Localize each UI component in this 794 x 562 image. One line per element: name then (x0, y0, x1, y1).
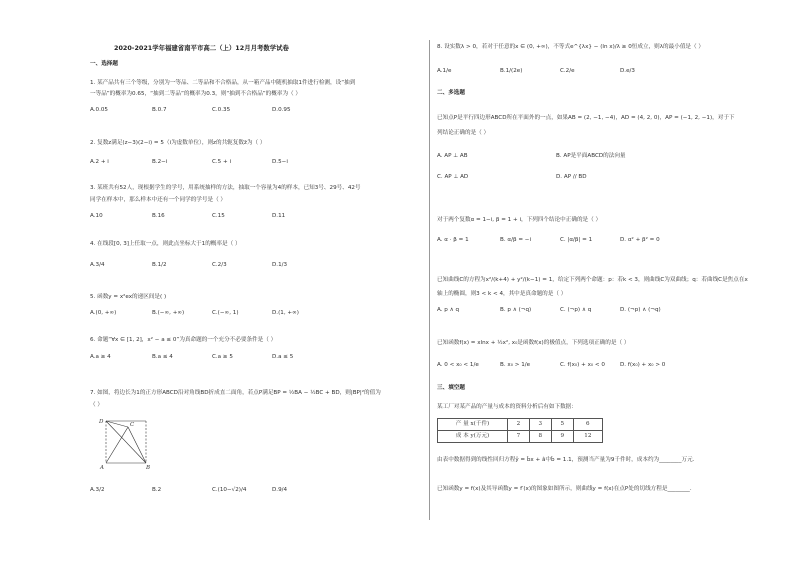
q10-option-d[interactable]: D. α² + β² = 0 (620, 237, 660, 243)
q12-option-c[interactable]: C. f(x₀) + x₀ < 0 (560, 362, 605, 368)
q8-option-d[interactable]: D.e/3 (620, 68, 635, 74)
q6-option-d[interactable]: D.a ≤ 5 (272, 354, 294, 360)
q9-option-a[interactable]: A. AP ⊥ AB (437, 153, 468, 159)
q10-option-c[interactable]: C. |α/β| = 1 (560, 237, 593, 243)
q9-option-d[interactable]: D. AP // BD (556, 174, 587, 180)
figure-label-c: C (130, 422, 135, 428)
figure-edge-c-b2 (128, 427, 146, 463)
q7-option-d[interactable]: D.9/4 (272, 487, 288, 493)
figure-label-d: D (99, 419, 104, 425)
q2-line1: 2. 复数z满足(z−3)(2−i) = 5（i为虚数单位），则z的共轭复数z̄为（ ） (90, 140, 266, 146)
q10-option-b[interactable]: B. α/β = −i (500, 237, 532, 243)
q3-line2: 同学在样本中，那么样本中还有一个同学的学号是（ ） (90, 197, 227, 203)
q3-option-c[interactable]: C.15 (212, 213, 225, 219)
figure-edge-d-c2 (106, 421, 128, 427)
q11-option-b[interactable]: B. p ∧ (¬q) (500, 307, 532, 313)
table-cell: 2 (508, 419, 530, 431)
q9-line1: 已知点P是平行四边形ABCD所在平面外的一点，如果AB = (2, −1, −4)，AD = (4, 2, 0)，AP = (−1, 2, −1)，对于下 (437, 115, 735, 121)
q13-line2: 由表中数据得到的线性回归方程ŷ = b̂x + â中b̂ = 1.1，预测当产量为9千件时，成本约为________万元. (437, 457, 695, 463)
table-cell: 12 (573, 431, 602, 443)
q7-figure (96, 413, 156, 471)
q13-line1: 某工厂对某产品的产量与成本的资料分析后有如下数据： (437, 404, 577, 410)
q7-option-a[interactable]: A.3/2 (90, 487, 105, 493)
q1-line1: 1. 某产品共有三个等级，分别为一等品、二等品和不合格品，从一箱产品中随机抽取1件进行检测，设“抽到 (90, 80, 356, 86)
q12-line1: 已知函数f(x) = xlnx + ½x², x₀是函数f(x)的极值点，下列选项正确的是（ ） (437, 340, 630, 346)
table-cell: 3 (529, 419, 551, 431)
q8-option-a[interactable]: A.1/e (437, 68, 452, 74)
q9-option-b[interactable]: B. AP是平面ABCD的法向量 (556, 153, 626, 159)
q4-option-a[interactable]: A.3/4 (90, 262, 105, 268)
table-cell: 9 (551, 431, 573, 443)
q1-option-a[interactable]: A.0.05 (90, 107, 108, 113)
q2-option-d[interactable]: D.5−i (272, 159, 288, 165)
table-cell: 6 (573, 419, 602, 431)
figure-label-a: A (100, 465, 104, 471)
q4-option-d[interactable]: D.1/3 (272, 262, 288, 268)
figure-edge-db (106, 421, 146, 463)
q3-option-b[interactable]: B.16 (152, 213, 165, 219)
q11-option-c[interactable]: C. (¬p) ∧ q (560, 307, 592, 313)
q2-option-a[interactable]: A.2 + i (90, 159, 109, 165)
table-cell: 7 (508, 431, 530, 443)
table-row (438, 419, 603, 431)
q7-option-b[interactable]: B.2 (152, 487, 162, 493)
q3-option-d[interactable]: D.11 (272, 213, 286, 219)
q4-option-c[interactable]: C.2/3 (212, 262, 227, 268)
q5-option-b[interactable]: B.(−∞, +∞) (152, 310, 185, 316)
q1-line2: 一等品”的概率为0.65，“抽到二等品”的概率为0.3，则“抽到不合格品”的概率为（ ） (90, 91, 302, 97)
table-row (438, 431, 603, 443)
page-title: 2020-2021学年福建省南平市高二（上）12月月考数学试卷 (114, 44, 289, 52)
q12-option-a[interactable]: A. 0 < x₀ < 1/e (437, 362, 479, 368)
q1-option-c[interactable]: C.0.35 (212, 107, 231, 113)
q5-option-a[interactable]: A.(0, +∞) (90, 310, 117, 316)
q4-line1: 4. 在线段[0, 3]上任取一点，则此点坐标大于1的概率是（ ） (90, 241, 241, 247)
section-fill-in: 三、填空题 (437, 385, 465, 391)
table-cell: 8 (529, 431, 551, 443)
table-cell: 5 (551, 419, 573, 431)
q6-option-a[interactable]: A.a ≥ 4 (90, 354, 111, 360)
q7-line2: （ ） (90, 402, 103, 408)
q7-line1: 7. 如图，将边长为1的正方形ABCD沿对角线BD折成直二面角，若点P满足BP = ½BA − ½BC + BD，则|BP|²的值为 (90, 390, 381, 396)
q1-option-b[interactable]: B.0.7 (152, 107, 167, 113)
q6-line1: 6. 命题“∀x ∈ [1, 2]，x² − a ≤ 0”为真命题的一个充分不必要条件是（ ） (90, 337, 277, 343)
q11-option-d[interactable]: D. (¬p) ∧ (¬q) (620, 307, 661, 313)
q8-line1: 8. 设实数λ > 0，若对于任意的x ∈ (0, +∞)，不等式e^{λx} − (ln x)/λ ≥ 0恒成立，则λ的最小值是（ ） (437, 44, 704, 50)
column-divider (429, 40, 430, 520)
section-multiple-choice: 一、选择题 (90, 61, 118, 67)
q9-option-c[interactable]: C. AP ⊥ AD (437, 174, 469, 180)
q5-option-d[interactable]: D.(1, +∞) (272, 310, 299, 316)
q11-option-a[interactable]: A. p ∧ q (437, 307, 460, 313)
q11-line2: 轴上的椭圆，则3 < k < 4，其中是真命题的是（ ） (437, 291, 567, 297)
table-cell: 成 本 y(万元) (438, 431, 508, 443)
q10-option-a[interactable]: A. α · β = 1 (437, 237, 469, 243)
q6-option-b[interactable]: B.a ≤ 4 (152, 354, 173, 360)
q2-option-c[interactable]: C.5 + i (212, 159, 232, 165)
q1-option-d[interactable]: D.0.95 (272, 107, 291, 113)
q8-option-c[interactable]: C.2/e (560, 68, 575, 74)
q9-line2: 列结论正确的是（ ） (437, 130, 490, 136)
q10-line1: 对于两个复数α = 1−i, β = 1 + i，下列四个结论中正确的是（ ） (437, 217, 602, 223)
q12-option-b[interactable]: B. x₀ > 1/e (500, 362, 531, 368)
q5-option-c[interactable]: C.(−∞, 1) (212, 310, 239, 316)
q14-line1: 已知函数y = f(x)及其导函数y = f′(x)的图象如图所示，则曲线y = f(x)在点P处的切线方程是________. (437, 486, 692, 492)
q3-option-a[interactable]: A.10 (90, 213, 103, 219)
q3-line1: 3. 某班共有52人，现根据学生的学号，用系统抽样的方法，抽取一个容量为4的样本，已知3号、29号、42号 (90, 185, 361, 191)
q12-option-d[interactable]: D. f(x₀) + x₀ > 0 (620, 362, 666, 368)
section-multi-select: 二、多选题 (437, 90, 465, 96)
q7-option-c[interactable]: C.(10−√2)/4 (212, 487, 247, 493)
q5-line1: 5. 函数y = x²ex的递区间是( ) (90, 294, 167, 300)
q2-option-b[interactable]: B.2−i (152, 159, 168, 165)
q8-option-b[interactable]: B.1/(2e) (500, 68, 523, 74)
figure-label-b: B (146, 465, 151, 471)
q11-line1: 已知曲线C的方程为x²/(k+4) + y²/(k−1) = 1，给定下列两个命题：p：若k < 3，则曲线C为双曲线；q：若曲线C是焦点在x (437, 277, 748, 283)
q4-option-b[interactable]: B.1/2 (152, 262, 167, 268)
q6-option-c[interactable]: C.a ≥ 5 (212, 354, 233, 360)
q13-data-table (437, 418, 603, 443)
table-cell: 产 量 x(千件) (438, 419, 508, 431)
